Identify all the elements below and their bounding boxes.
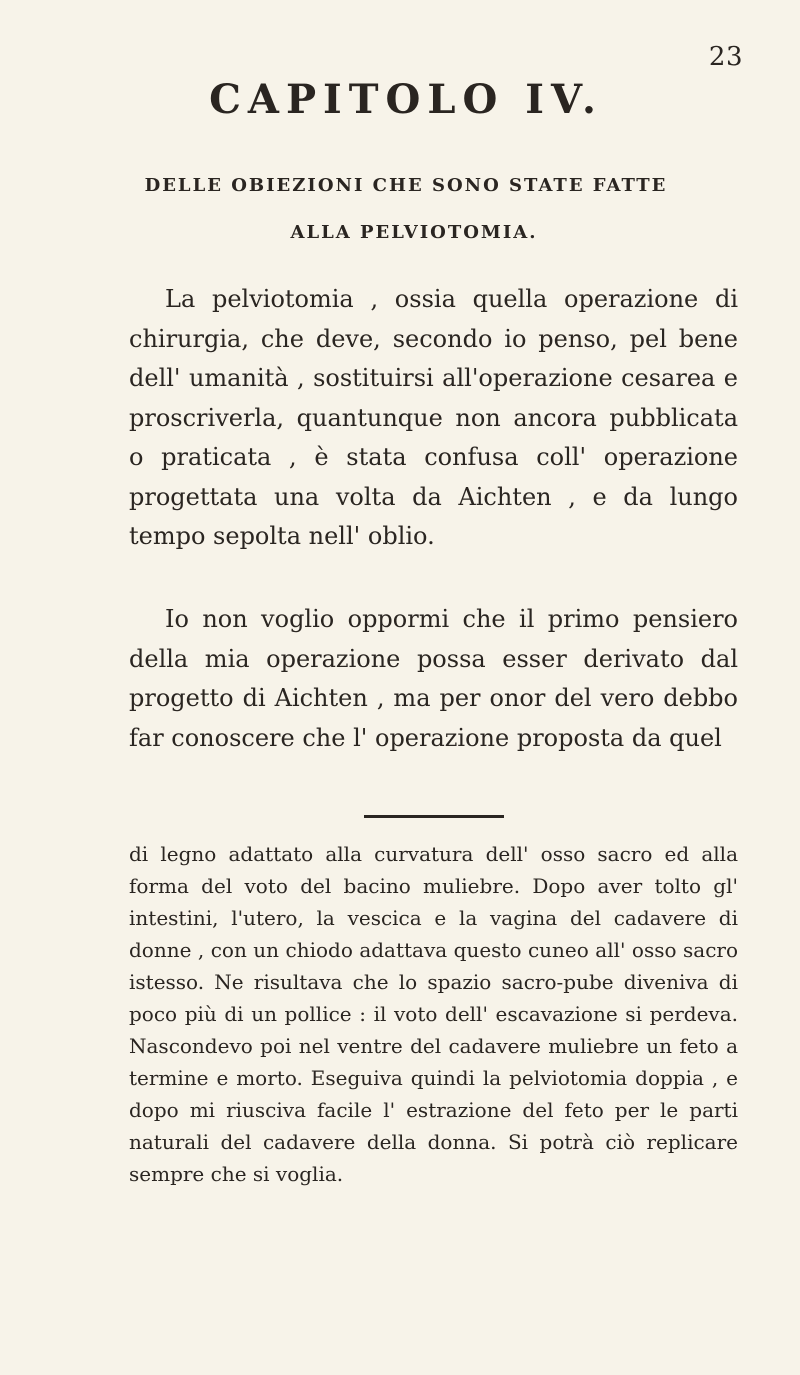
page-number: 23 (708, 42, 743, 72)
chapter-title: CAPITOLO IV. (209, 76, 603, 123)
footnote-separator-rule (364, 815, 504, 818)
body-paragraph-2: Io non voglio oppormi che il primo pensiero della mia operazione possa esser derivato dal progetto di Aichten , ma per onor del vero debbo far conoscere che l' operazione proposta da quel (129, 605, 738, 752)
chapter-subtitle-line2: ALLA PELVIOTOMIA. (290, 222, 538, 243)
footnote-text: di legno adattato alla curvatura dell' osso sacro ed alla forma del voto del bacino muliebre. Dopo aver tolto gl' intestini, l'utero, la vescica e la vagina del cadavere di donne , con un chiodo adattava questo cuneo all' osso sacro istesso. Ne risultava che lo spazio sacro-pube diveniva di poco più di un pollice : il voto dell' escavazione si perdeva. Nascondevo poi nel ventre del cadavere muliebre un feto a termine e morto. Eseguiva quindi la pelviotomia doppia , e dopo mi riusciva facile l' estrazione del feto per le parti naturali del cadavere della donna. Si potrà ciò replicare sempre che si voglia. (129, 842, 738, 1186)
body-paragraph-1: La pelviotomia , ossia quella operazione di chirurgia, che deve, secondo io penso, pel bene dell' umanità , sostituirsi all'operazione cesarea e proscriverla, quantunque non ancora pubblicata o praticata , è stata confusa coll' operazione progettata una volta da Aichten , e da lungo tempo sepolta nell' oblio. (129, 285, 738, 550)
chapter-subtitle-line1: DELLE OBIEZIONI CHE SONO STATE FATTE (144, 175, 668, 196)
